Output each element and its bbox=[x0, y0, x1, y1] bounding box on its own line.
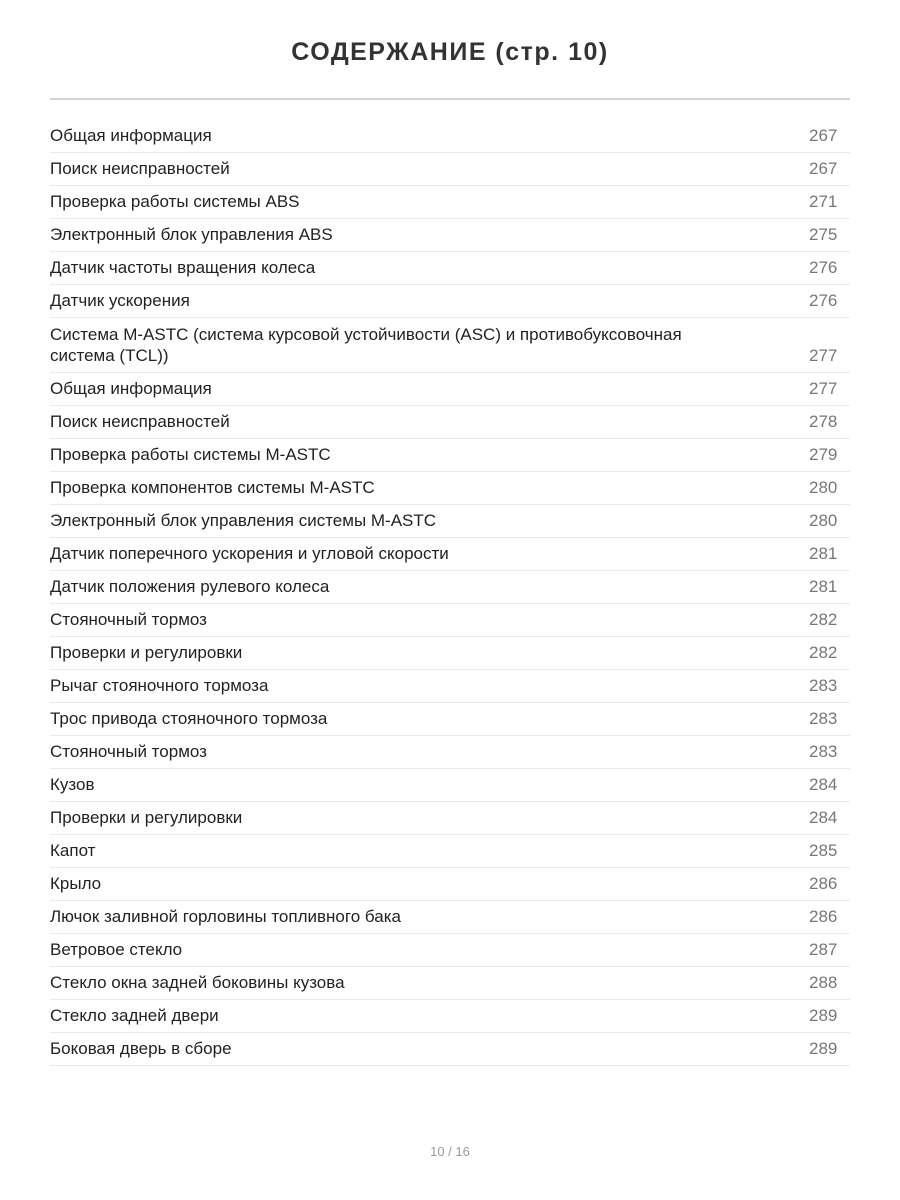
toc-entry-label: Датчик поперечного ускорения и угловой скорости bbox=[50, 544, 449, 563]
toc-entry-page: 277 bbox=[809, 346, 838, 365]
toc-list bbox=[50, 120, 850, 1066]
toc-entry[interactable] bbox=[50, 571, 850, 604]
toc-entry-page: 277 bbox=[809, 379, 838, 398]
toc-entry-page: 282 bbox=[809, 610, 838, 629]
toc-entry-page: 286 bbox=[809, 907, 838, 926]
toc-entry-page: 267 bbox=[809, 159, 838, 178]
toc-entry-label: Стекло задней двери bbox=[50, 1006, 219, 1025]
toc-entry[interactable] bbox=[50, 472, 850, 505]
toc-entry[interactable] bbox=[50, 802, 850, 835]
toc-entry[interactable] bbox=[50, 670, 850, 703]
toc-entry[interactable] bbox=[50, 736, 850, 769]
toc-entry-page: 285 bbox=[809, 841, 838, 860]
page-indicator: 10 / 16 bbox=[430, 1144, 470, 1159]
toc-entry-label: Проверка работы системы ABS bbox=[50, 192, 300, 211]
toc-entry-label: Крыло bbox=[50, 874, 102, 893]
toc-entry[interactable] bbox=[50, 439, 850, 472]
toc-entry-label: Стояночный тормоз bbox=[50, 742, 207, 761]
toc-entry-page: 280 bbox=[809, 478, 838, 497]
toc-entry-label: Стояночный тормоз bbox=[50, 610, 207, 629]
toc-entry-label: Датчик частоты вращения колеса bbox=[50, 258, 316, 277]
toc-entry[interactable] bbox=[50, 934, 850, 967]
toc-entry-label: Трос привода стояночного тормоза bbox=[50, 709, 328, 728]
toc-entry[interactable] bbox=[50, 1033, 850, 1066]
toc-entry-page: 286 bbox=[809, 874, 838, 893]
toc-entry-page: 279 bbox=[809, 445, 838, 464]
toc-entry-label: Проверки и регулировки bbox=[50, 808, 243, 827]
toc-entry-page: 283 bbox=[809, 676, 838, 695]
toc-entry-label: Датчик ускорения bbox=[50, 291, 190, 310]
toc-entry[interactable] bbox=[50, 252, 850, 285]
toc-entry[interactable] bbox=[50, 219, 850, 252]
toc-entry-page: 276 bbox=[809, 258, 838, 277]
toc-entry-label: Электронный блок управления ABS bbox=[50, 225, 333, 244]
toc-entry[interactable] bbox=[50, 318, 850, 373]
toc-entry-page: 288 bbox=[809, 973, 838, 992]
toc-entry-label: Рычаг стояночного тормоза bbox=[50, 676, 269, 695]
toc-entry[interactable] bbox=[50, 868, 850, 901]
toc-entry-label: Общая информация bbox=[50, 379, 212, 398]
title-divider bbox=[50, 98, 850, 100]
toc-entry[interactable] bbox=[50, 153, 850, 186]
toc-entry[interactable] bbox=[50, 835, 850, 868]
toc-entry-page: 280 bbox=[809, 511, 838, 530]
toc-entry-page: 289 bbox=[809, 1006, 838, 1025]
toc-entry-label: Система M-ASTC (система курсовой устойчивости (ASC) и противобуксовочная система (TCL)) bbox=[50, 325, 682, 365]
toc-entry-label: Общая информация bbox=[50, 126, 212, 145]
toc-entry[interactable] bbox=[50, 769, 850, 802]
toc-entry-label: Электронный блок управления системы M-ASTC bbox=[50, 511, 437, 530]
toc-entry-label: Поиск неисправностей bbox=[50, 159, 230, 178]
toc-entry-label: Проверка компонентов системы M-ASTC bbox=[50, 478, 375, 497]
toc-entry-page: 283 bbox=[809, 742, 838, 761]
toc-entry[interactable] bbox=[50, 373, 850, 406]
toc-entry-page: 267 bbox=[809, 126, 838, 145]
toc-entry[interactable] bbox=[50, 538, 850, 571]
toc-entry[interactable] bbox=[50, 285, 850, 318]
toc-entry[interactable] bbox=[50, 967, 850, 1000]
toc-entry-label: Боковая дверь в сборе bbox=[50, 1039, 232, 1058]
toc-entry-label: Проверки и регулировки bbox=[50, 643, 243, 662]
toc-entry-label: Капот bbox=[50, 841, 96, 860]
toc-entry-page: 283 bbox=[809, 709, 838, 728]
toc-entry-page: 271 bbox=[809, 192, 838, 211]
toc-entry[interactable] bbox=[50, 406, 850, 439]
toc-entry-page: 276 bbox=[809, 291, 838, 310]
toc-entry[interactable] bbox=[50, 637, 850, 670]
toc-entry[interactable] bbox=[50, 901, 850, 934]
toc-entry[interactable] bbox=[50, 186, 850, 219]
toc-entry-label: Лючок заливной горловины топливного бака bbox=[50, 907, 401, 926]
toc-entry-label: Кузов bbox=[50, 775, 95, 794]
toc-entry[interactable] bbox=[50, 505, 850, 538]
toc-entry-page: 284 bbox=[809, 808, 838, 827]
toc-entry-page: 284 bbox=[809, 775, 838, 794]
toc-entry-label: Проверка работы системы M-ASTC bbox=[50, 445, 331, 464]
toc-entry[interactable] bbox=[50, 703, 850, 736]
page-title: СОДЕРЖАНИЕ (стр. 10) bbox=[291, 38, 609, 66]
toc-entry[interactable] bbox=[50, 604, 850, 637]
toc-entry-label: Ветровое стекло bbox=[50, 940, 183, 959]
toc-entry-label: Поиск неисправностей bbox=[50, 412, 230, 431]
toc-entry-page: 282 bbox=[809, 643, 838, 662]
toc-entry-label: Стекло окна задней боковины кузова bbox=[50, 973, 345, 992]
toc-entry[interactable] bbox=[50, 120, 850, 153]
toc-entry-page: 281 bbox=[809, 577, 838, 596]
toc-entry[interactable] bbox=[50, 1000, 850, 1033]
toc-entry-page: 275 bbox=[809, 225, 838, 244]
toc-entry-page: 289 bbox=[809, 1039, 838, 1058]
toc-entry-page: 287 bbox=[809, 940, 838, 959]
toc-entry-page: 281 bbox=[809, 544, 838, 563]
toc-entry-label: Датчик положения рулевого колеса bbox=[50, 577, 330, 596]
toc-entry-page: 278 bbox=[809, 412, 838, 431]
